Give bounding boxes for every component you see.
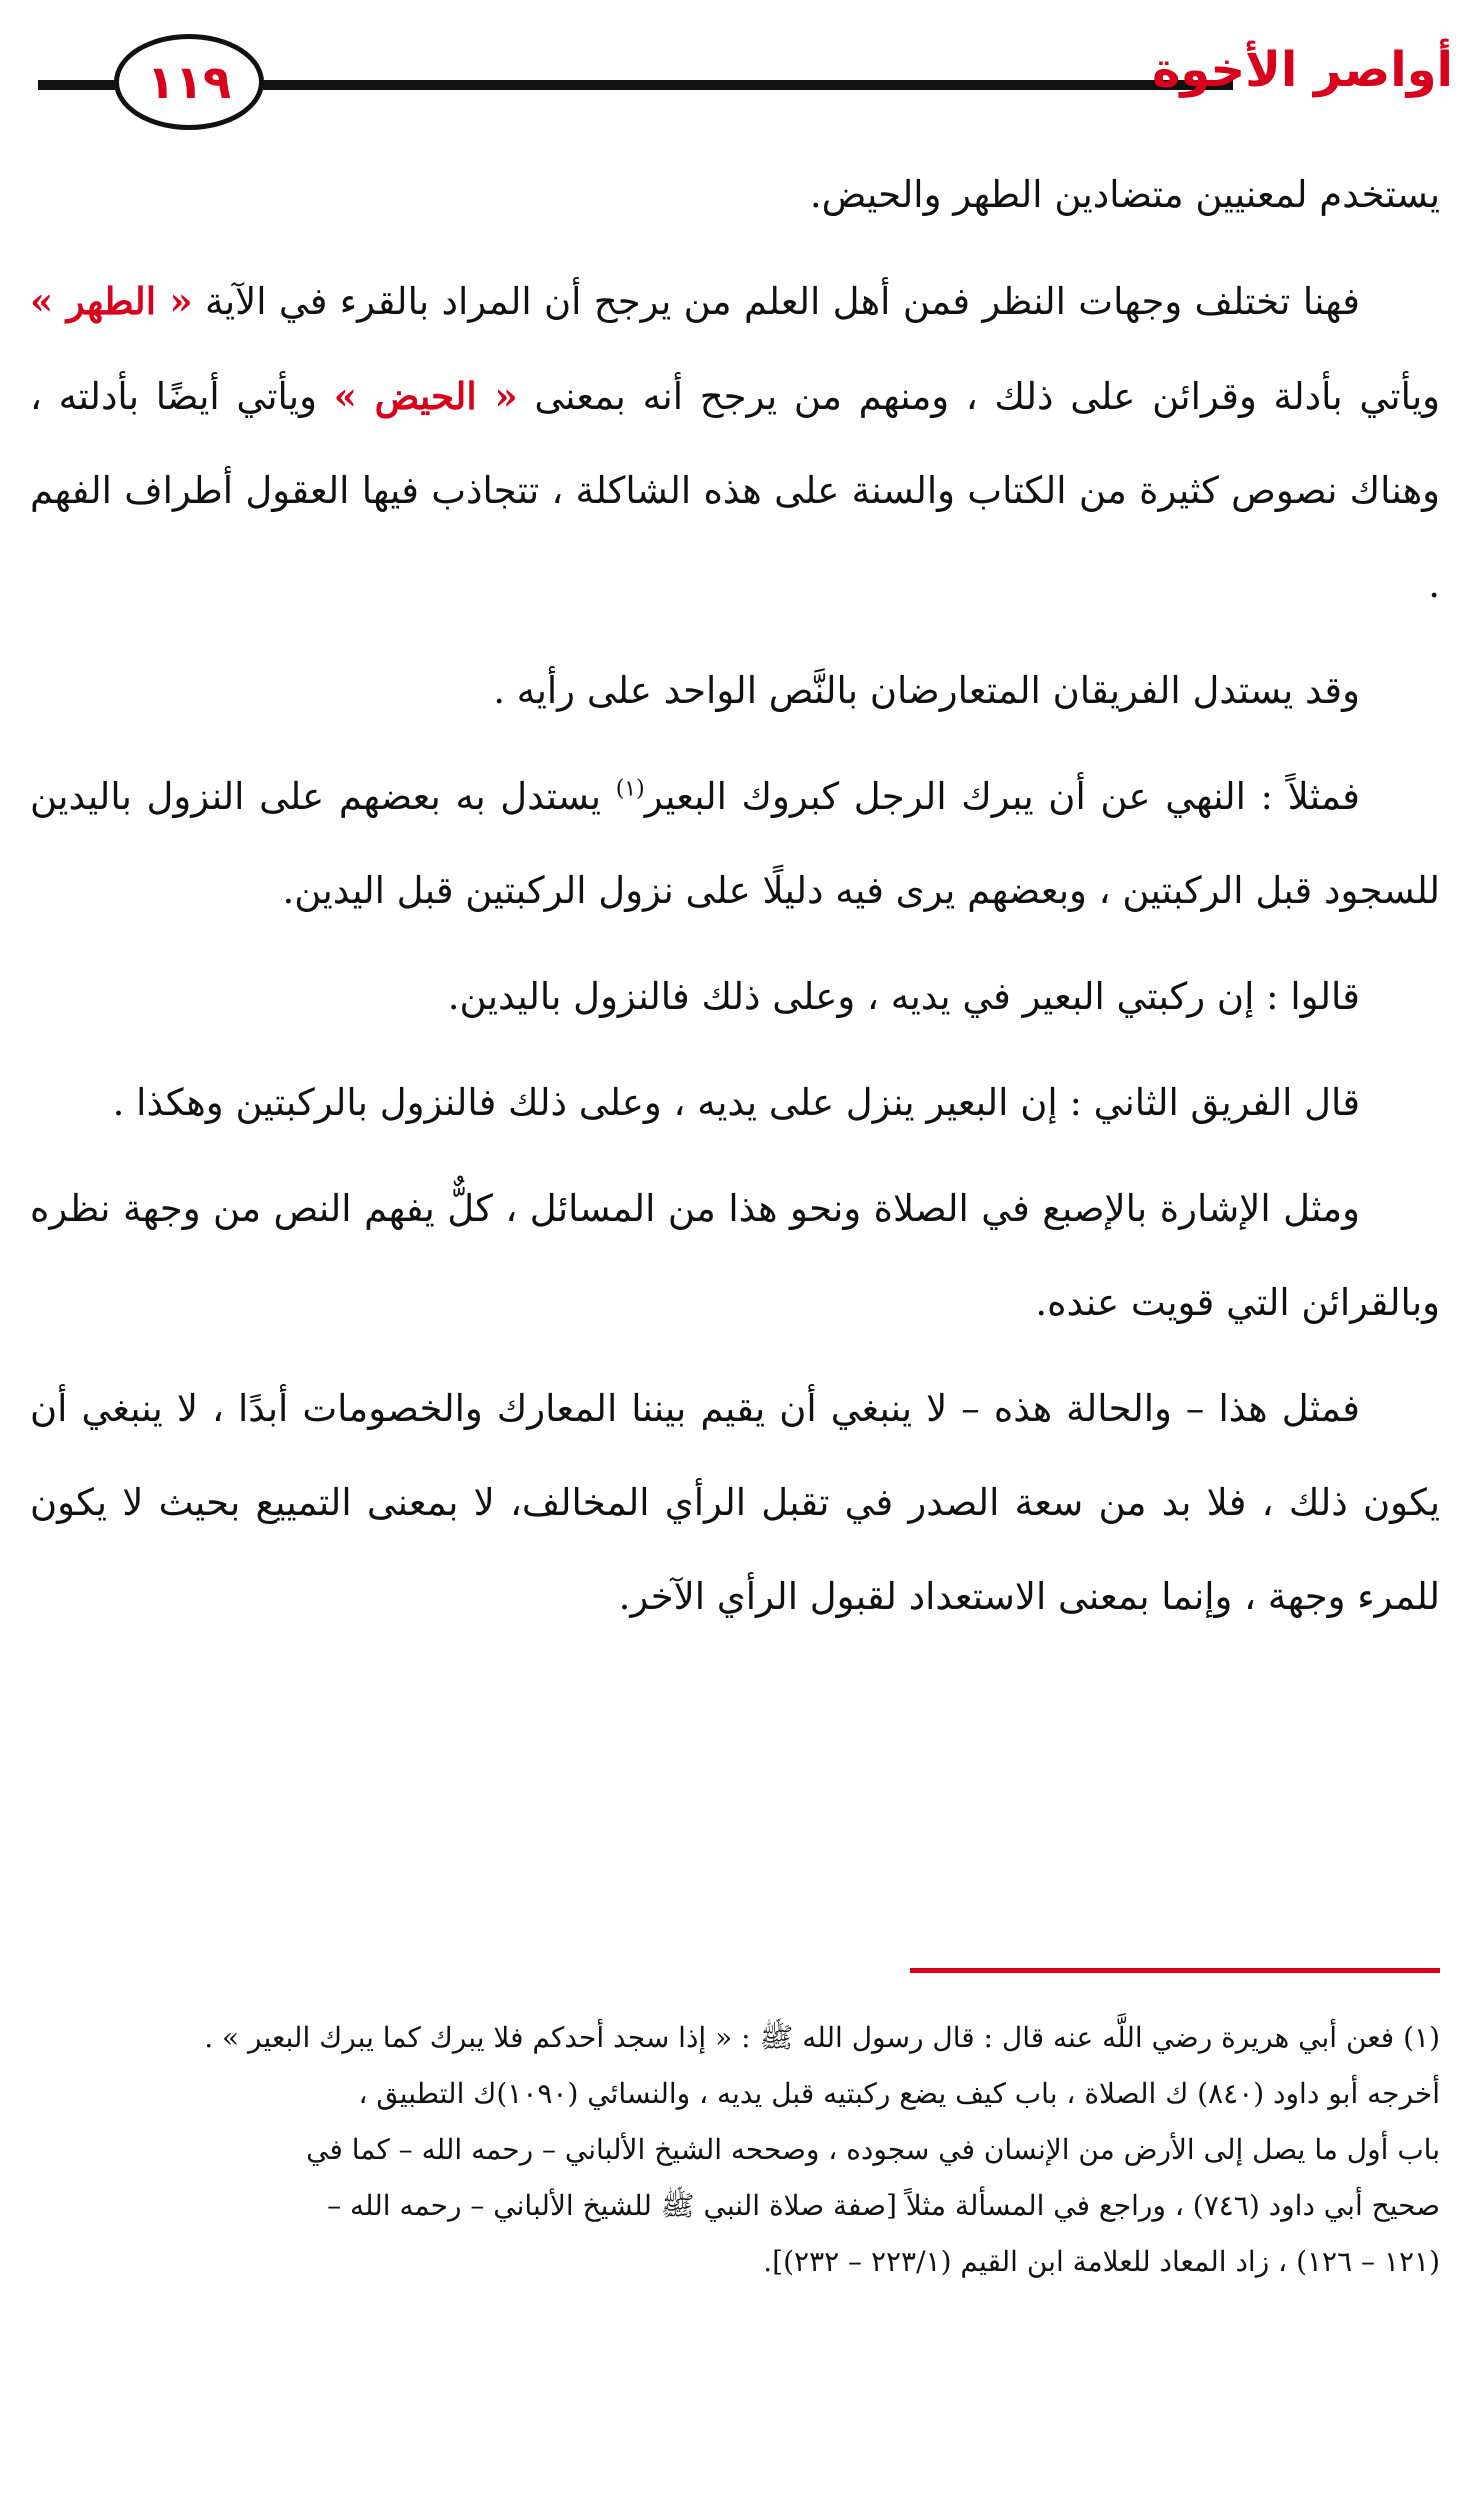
footnote-line-3: باب أول ما يصل إلى الأرض من الإنسان في سجوده ، وصححه الشيخ الألباني – رحمه الله – كما في xyxy=(306,2133,1440,2166)
footnote-marker[interactable]: (١) xyxy=(615,776,645,802)
header-rule-left xyxy=(38,80,118,90)
footnote-line-1: (١) فعن أبي هريرة رضي اللَّه عنه قال : قال رسول الله ﷺ : « إذا سجد أحدكم فلا يبرك كما يبرك البعير » . xyxy=(204,2021,1440,2054)
paragraph-8: فمثل هذا – والحالة هذه – لا ينبغي أن يقيم بيننا المعارك والخصومات أبدًا ، لا ينبغي أن يكون ذلك ، فلا بد من سعة الصدر في تقبل الرأي المخالف، لا بمعنى التمييع بحيث لا يكون للمرء وجهة ، وإنما بمعنى الاستعداد لقبول الرأي الآخر. xyxy=(30,1387,1440,1618)
paragraph-2 xyxy=(30,254,1440,632)
page-number: ١١٩ xyxy=(114,34,264,130)
running-title: أواصر الأخوة xyxy=(1152,42,1453,98)
term-tuhr: « الطهر » xyxy=(30,279,193,323)
paragraph-1: يستخدم لمعنيين متضادين الطهر والحيض. xyxy=(809,173,1440,216)
term-hayd: « الحيض » xyxy=(333,374,518,418)
main-text xyxy=(30,148,1440,1656)
paragraph-2-part-a: فهنا تختلف وجهات النظر فمن أهل العلم من يرجح أن المراد بالقرء في الآية xyxy=(204,280,1360,323)
footnote-separator xyxy=(910,1968,1440,1973)
footnote-line-5: (١٢١ – ١٢٦) ، زاد المعاد للعلامة ابن القيم (٢٢٣/١ – ٢٣٢)]. xyxy=(763,2245,1440,2278)
paragraph-4-part-a: فمثلاً : النهي عن أن يبرك الرجل كبروك البعير xyxy=(644,775,1360,818)
header-rule-right xyxy=(263,80,1233,90)
footnote-line-4: صحيح أبي داود (٧٤٦) ، وراجع في المسألة مثلاً [صفة صلاة النبي ﷺ للشيخ الألباني – رحمه الله – xyxy=(327,2189,1440,2222)
paragraph-4 xyxy=(30,750,1440,938)
paragraph-6: قال الفريق الثاني : إن البعير ينزل على يديه ، وعلى ذلك فالنزول بالركبتين وهكذا . xyxy=(112,1081,1360,1124)
paragraph-7: ومثل الإشارة بالإصبع في الصلاة ونحو هذا من المسائل ، كلٌّ يفهم النص من وجهة نظره وبالقرائن التي قويت عنده. xyxy=(30,1187,1440,1324)
paragraph-4-part-b: يستدل به بعضهم على النزول باليدين للسجود قبل الركبتين ، وبعضهم يرى فيه دليلًا على نزول الركبتين قبل اليدين. xyxy=(30,775,1440,912)
footnotes xyxy=(30,2010,1440,2290)
paragraph-5: قالوا : إن ركبتي البعير في يديه ، وعلى ذلك فالنزول باليدين. xyxy=(447,975,1360,1018)
page-header xyxy=(38,28,1453,138)
paragraph-3: وقد يستدل الفريقان المتعارضان بالنَّص الواحد على رأيه . xyxy=(493,669,1360,712)
footnote-line-2: أخرجه أبو داود (٨٤٠) ك الصلاة ، باب كيف يضع ركبتيه قبل يديه ، والنسائي (١٠٩٠)ك التطبيق ، xyxy=(358,2077,1440,2110)
paragraph-2-part-c: ويأتي أيضًا بأدلته ، وهناك نصوص كثيرة من الكتاب والسنة على هذه الشاكلة ، تتجاذب فيها العقول أطراف الفهم . xyxy=(30,375,1440,606)
paragraph-2-part-b: ويأتي بأدلة وقرائن على ذلك ، ومنهم من يرجح أنه بمعنى xyxy=(534,375,1441,418)
